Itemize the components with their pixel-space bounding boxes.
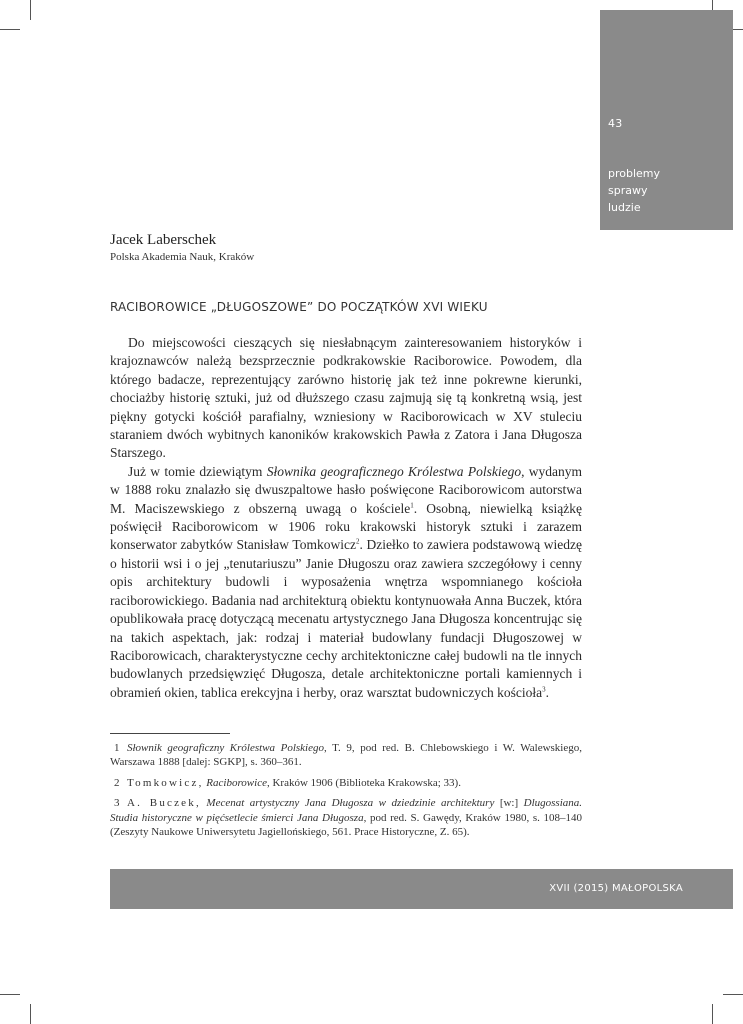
text-run: . [545,684,549,700]
text-run: . Dziełko to zawiera podstawową wiedzę o historii wsi i o jej „tenutariuszu” Janie Długoszu oraz zawiera szczegółowy i cenny opis architektury budowli i wyposażenia wnętrza wspomnianego kościoła raciborowickiego. Badania nad architekturą obiektu kontynuowała Anna Buczek, która opublikowała pracę dotyczącą mecenatu artystycznego Jana Długosza koncentrując się na takich aspektach, jak: rodzaj i materiał budowlany fundacji Długoszowej w Raciborowicach, charakterystyczne cechy architektoniczne całej budowli na tle innych budowlanych przedsięwzięć Długosza, detale architektoniczne portali kamiennych i obramień okien, tablica erekcyjna i herby, oraz warsztat budowniczych kościoła [110,537,582,700]
footnote-text: [w:] [494,797,524,810]
footnote-ref: 2 [355,537,360,546]
footnote-author: A. Buczek, [127,797,201,810]
footnote-author: Tomkowicz, [127,776,204,789]
section-tab-line: problemy [608,167,661,180]
article-title: RACIBOROWICE „DŁUGOSZOWE” DO POCZĄTKÓW XVI WIEKU [110,300,488,314]
crop-mark [30,0,31,20]
footnote-number: 1 [114,742,120,754]
article-body [110,334,582,702]
text-run: , wydanym w 1888 roku znalazło się dwuszpaltowe hasło poświęcone Raciborowicom autorstwa M. Maciszewskiego z obszerną uwagą o kościele [110,463,582,516]
footnote-italic: Raciborowice [206,776,267,789]
section-tab-line: ludzie [608,201,641,214]
footer-band [110,869,733,909]
page-number: 43 [608,117,623,130]
crop-mark [0,29,20,30]
footnotes [110,741,582,845]
footnote-italic: Dlugossiana. Studia historyczne w pięćsetlecie śmierci Jana Długosza [110,797,583,824]
author-affiliation: Polska Akademia Nauk, Kraków [110,251,255,263]
footnote-italic: Słownik geograficzny Królestwa Polskiego [127,742,324,754]
crop-mark [723,994,743,995]
crop-mark [0,994,20,995]
section-tab-label [608,165,660,216]
footnote-text: , Kraków 1906 (Biblioteka Krakowska; 33). [266,776,461,789]
italic-title: Słownika geograficznego Królestwa Polskiego [266,463,522,479]
crop-mark [30,1004,31,1024]
section-tab-line: sprawy [608,184,648,197]
footnote-text: , T. 9, pod red. B. Chlebowskiego i W. Walewskiego, Warszawa 1888 [dalej: SGKP], s. 360–361. [110,742,582,769]
footnote-divider [110,733,230,734]
footnote [110,741,582,770]
body-paragraph [110,463,582,702]
text-run: Już w tomie dziewiątym [128,463,267,479]
footnote-ref: 1 [410,501,414,510]
footnote [110,796,582,839]
text-run: . Osobną, niewielką książkę poświęcił Raciborowicom w 1906 roku krakowski historyk sztuki i zarazem konserwator zabytków Stanisław Tomkowicz [110,500,583,553]
footnote-text: , pod red. S. Gawędy, Kraków 1980, s. 108–140 (Zeszyty Naukowe Uniwersytetu Jagiellońskiego, 561. Prace Historyczne, Z. 65). [110,811,582,839]
footnote-ref: 3 [542,685,546,694]
footnote-number: 3 [114,797,120,810]
body-paragraph: Do miejscowości cieszących się niesłabnącym zainteresowaniem historyków i krajoznawców należą bezsprzecznie podkrakowskie Raciborowice. Powodem, dla którego badacze, reprezentujący zarówno historię jak też inne pokrewne kierunki, chociażby historię sztuki, już od dłuższego czasu zajmują się tą konkretną wsią, jest piękny gotycki kościół parafialny, wzniesiony w Raciborowicach w XV stuleciu staraniem dwóch wybitnych kanoników krakowskich Pawła z Zatora i Jana Długosza Starszego. [110,335,582,461]
author-name: Jacek Laberschek [110,232,217,248]
footnote-italic: Mecenat artystyczny Jana Długosza w dziedzinie architektury [206,797,495,810]
footer-label: XVII (2015) MAŁOPOLSKA [549,883,683,894]
footnote-number: 2 [114,776,120,789]
footnote [110,776,582,790]
section-tab [600,10,733,230]
crop-mark [712,1004,713,1024]
